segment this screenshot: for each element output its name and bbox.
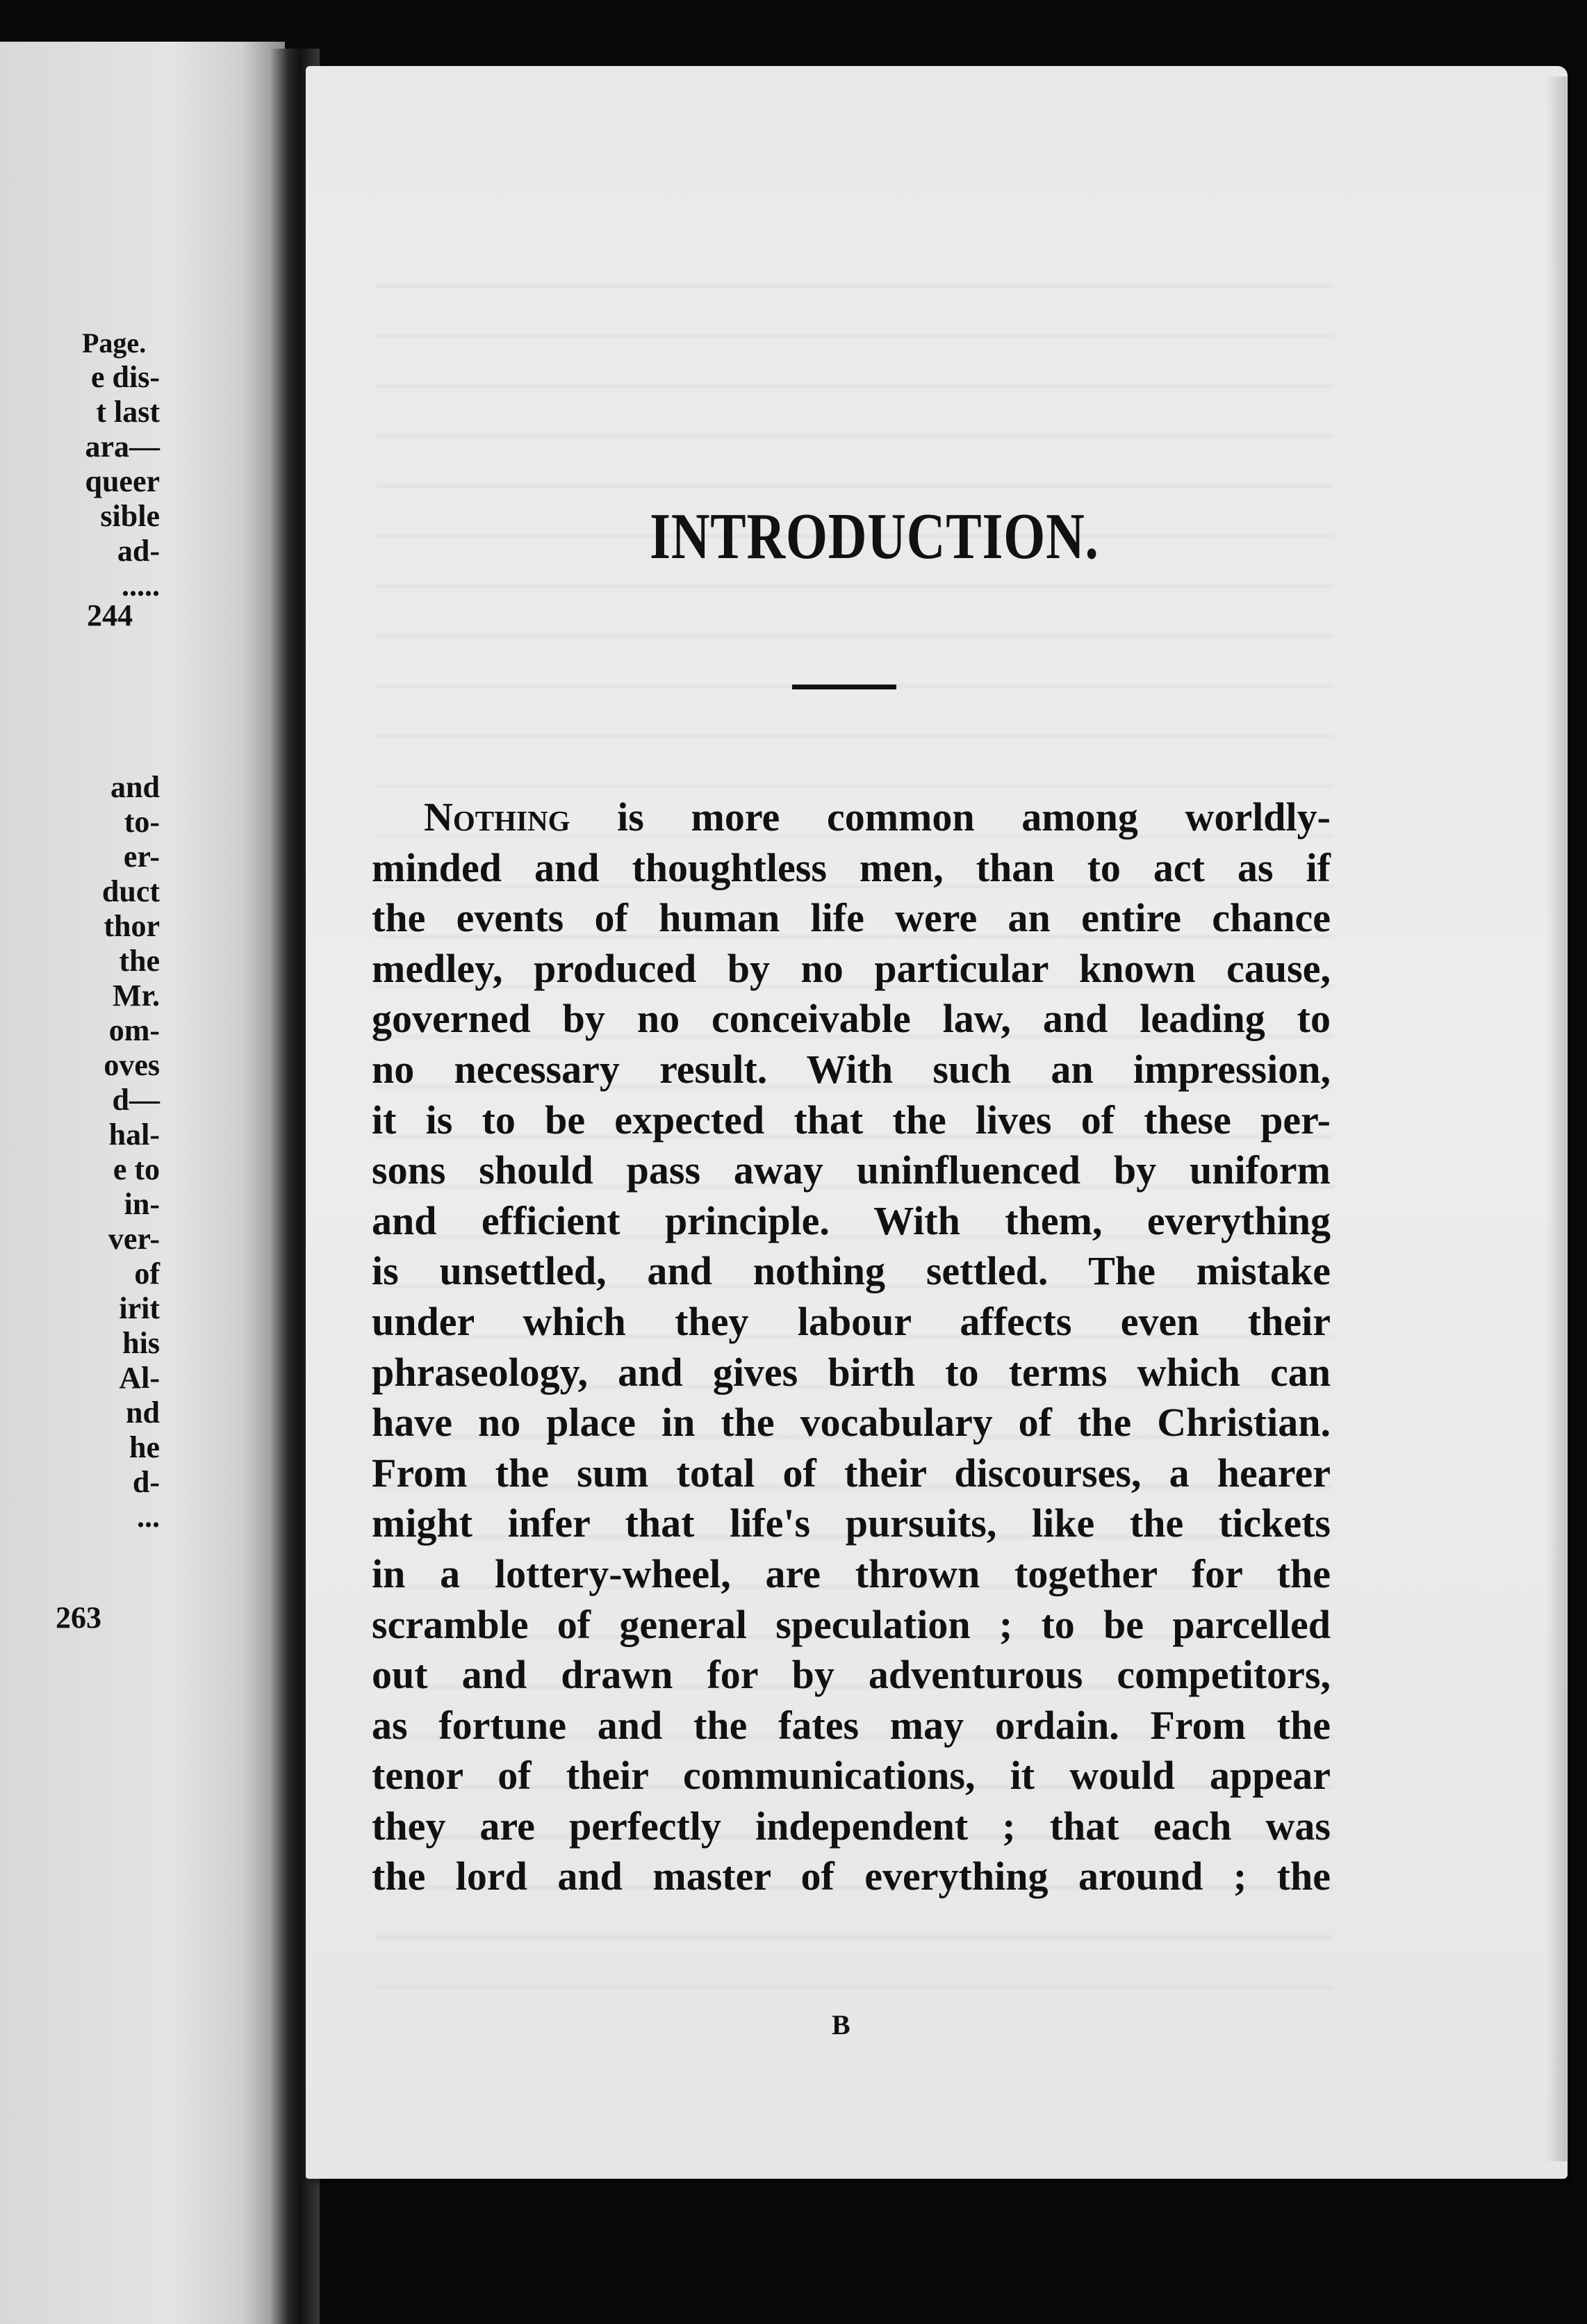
toc-line: d— bbox=[112, 1083, 160, 1117]
toc-line: he bbox=[129, 1430, 160, 1464]
text-line: tenor of their communications, it would appear bbox=[372, 1753, 1331, 1799]
heading-rule bbox=[792, 685, 896, 689]
toc-page-number-bottom: 263 bbox=[56, 1601, 101, 1635]
toc-line: ad- bbox=[117, 534, 160, 568]
toc-line: in- bbox=[124, 1187, 160, 1221]
toc-line: t last bbox=[96, 395, 160, 429]
toc-line: and bbox=[110, 770, 160, 804]
toc-line: thor bbox=[104, 909, 160, 943]
text-line: the lord and master of everything around ; the bbox=[372, 1854, 1331, 1899]
toc-line: his bbox=[122, 1326, 160, 1360]
toc-line: d- bbox=[132, 1465, 160, 1499]
text-line: as fortune and the fates may ordain. From the bbox=[372, 1702, 1331, 1748]
toc-page-number-top: 244 bbox=[87, 598, 133, 632]
text-line: sons should pass away uninfluenced by uniform bbox=[372, 1147, 1331, 1193]
toc-line: ver- bbox=[108, 1222, 160, 1256]
toc-line: Mr. bbox=[112, 979, 160, 1013]
toc-fragment-top bbox=[0, 360, 160, 603]
chapter-heading: INTRODUCTION. bbox=[650, 500, 1099, 573]
toc-line: the bbox=[119, 944, 160, 978]
toc-line: of bbox=[134, 1257, 160, 1291]
text-line: phraseology, and gives birth to terms which can bbox=[372, 1349, 1331, 1395]
text-line: minded and thoughtless men, than to act as if bbox=[372, 844, 1331, 890]
toc-line: to- bbox=[124, 805, 160, 839]
text-line: it is to be expected that the lives of these per- bbox=[372, 1097, 1331, 1143]
text-line: out and drawn for by adventurous competitors, bbox=[372, 1652, 1331, 1698]
text-line: in a lottery-wheel, are thrown together for the bbox=[372, 1550, 1331, 1596]
text-line: and efficient principle. With them, everything bbox=[372, 1197, 1331, 1243]
toc-line: duct bbox=[101, 874, 160, 908]
toc-page-label: Page. bbox=[82, 327, 147, 359]
toc-line: oves bbox=[104, 1048, 160, 1082]
toc-line: sible bbox=[100, 499, 160, 533]
text-line: under which they labour affects even their bbox=[372, 1298, 1331, 1344]
left-page bbox=[0, 42, 285, 2324]
toc-line: e dis- bbox=[91, 360, 160, 394]
toc-line: nd bbox=[126, 1396, 160, 1430]
toc-line: er- bbox=[123, 840, 160, 874]
toc-line: ..... bbox=[122, 568, 160, 603]
text-line: governed by no conceivable law, and leading to bbox=[372, 996, 1331, 1042]
toc-line: queer bbox=[85, 464, 160, 498]
text-line: they are perfectly independent ; that each was bbox=[372, 1803, 1331, 1849]
signature-mark: B bbox=[832, 2009, 850, 2040]
text-line: no necessary result. With such an impression, bbox=[372, 1046, 1331, 1092]
text-line: medley, produced by no particular known cause, bbox=[372, 945, 1331, 991]
line-text: is more common among worldly- bbox=[570, 794, 1331, 840]
text-line: From the sum total of their discourses, a hearer bbox=[372, 1450, 1331, 1496]
toc-line: Al- bbox=[119, 1361, 160, 1395]
opening-word: Nothing bbox=[424, 794, 570, 840]
text-line: have no place in the vocabulary of the Christian. bbox=[372, 1400, 1331, 1446]
toc-line: ... bbox=[137, 1500, 160, 1534]
toc-line: hal- bbox=[108, 1118, 160, 1152]
page-edge-shadow bbox=[1546, 76, 1567, 2161]
toc-line: ara— bbox=[85, 429, 160, 464]
body-paragraph bbox=[372, 792, 1331, 1902]
text-line: the events of human life were an entire chance bbox=[372, 895, 1331, 941]
text-line: might infer that life's pursuits, like the tickets bbox=[372, 1500, 1331, 1546]
toc-line: e to bbox=[113, 1152, 160, 1186]
text-line bbox=[372, 792, 1331, 843]
text-line: scramble of general speculation ; to be parcelled bbox=[372, 1601, 1331, 1647]
text-line: is unsettled, and nothing settled. The mistake bbox=[372, 1248, 1331, 1294]
toc-line: om- bbox=[108, 1013, 160, 1047]
toc-line: irit bbox=[119, 1291, 160, 1325]
toc-fragment-bottom bbox=[0, 770, 160, 1535]
